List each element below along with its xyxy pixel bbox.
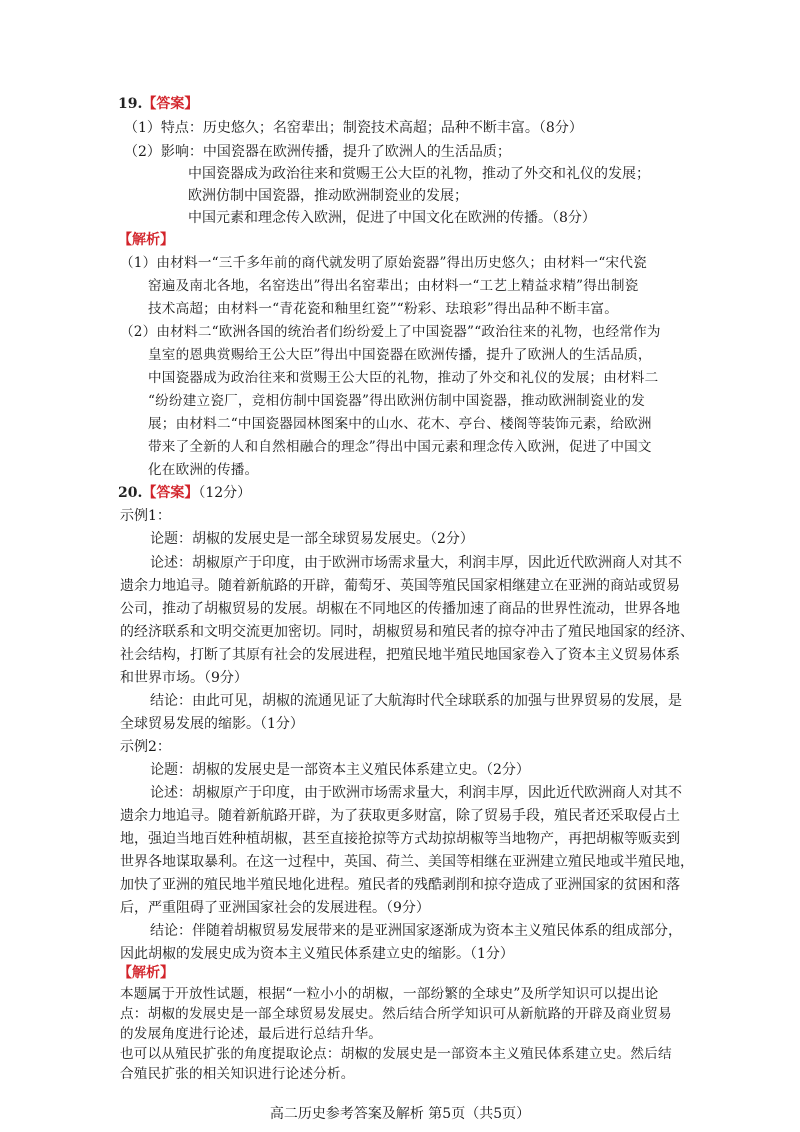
q20-analysis-line: 本题属于开放性试题，根据“一粒小小的胡椒，一部纷繁的全球史”及所学知识可以提出论 [120, 986, 659, 1002]
example1-line: 全球贸易发展的缩影。（1分） [120, 716, 304, 732]
example2-line: 论题：胡椒的发展史是一部资本主义殖民体系建立史。（2分） [150, 762, 530, 778]
page-footer: 高二历史参考答案及解析 第5页（共5页） [269, 1106, 531, 1122]
q19-analysis-tag: 【解析】 [118, 232, 174, 248]
example1-line: 和世界市场。（9分） [120, 670, 248, 686]
q19-analysis-line: “纷纷建立瓷厂，竞相仿制中国瓷器”得出欧洲仿制中国瓷器，推动欧洲制瓷业的发 [148, 393, 646, 409]
example1-line: 结论：由此可见，胡椒的流通见证了大航海时代全球联系的加强与世界贸易的发展，是 [150, 693, 682, 709]
q19-analysis-line: 皇室的恩典赏赐给王公大臣”得出中国瓷器在欧洲传播，提升了欧洲人的生活品质， [148, 347, 652, 363]
q20-score: （12分） [198, 485, 252, 501]
example2-title: 示例2： [120, 739, 171, 755]
example2-line: 地，强迫当地百姓种植胡椒，甚至直接抢掠等方式劫掠胡椒等当地物产，再把胡椒等贩卖到 [120, 831, 680, 847]
q19-answer-line: 中国元素和理念传入欧洲，促进了中国文化在欧洲的传播。（8分） [188, 210, 596, 226]
q19-analysis-line: （1）由材料一“三千多年前的商代就发明了原始瓷器”得出历史悠久；由材料一“宋代瓷 [120, 255, 647, 271]
q20-header [118, 483, 251, 503]
example2-line: 因此胡椒的发展史成为资本主义殖民体系建立史的缩影。（1分） [120, 946, 514, 962]
q19-number: 19. [118, 96, 143, 112]
q20-analysis-tag: 【解析】 [118, 965, 174, 981]
example1-line: 社会结构，打断了其原有社会的发展进程，把殖民地半殖民地国家卷入了资本主义贸易体系 [120, 647, 680, 663]
q19-header [118, 94, 198, 114]
q19-answer-line: （1）特点：历史悠久；名窑辈出；制瓷技术高超；品种不断丰富。（8分） [124, 120, 583, 136]
q19-answer-line: 欧洲仿制中国瓷器，推动欧洲制瓷业的发展； [188, 188, 468, 204]
example2-line: 后，严重阻碍了亚洲国家社会的发展进程。（9分） [120, 900, 430, 916]
example1-line: 的经济联系和文明交流更加密切。同时，胡椒贸易和殖民者的掠夺冲击了殖民地国家的经济、 [120, 624, 694, 640]
q19-analysis-line: （2）由材料二“欧洲各国的统治者们纷纷爱上了中国瓷器”“政治往来的礼物，也经常作为 [120, 324, 661, 340]
q19-analysis-line: 带来了全新的人和自然相融合的理念”得出中国元素和理念传入欧洲，促进了中国文 [148, 439, 652, 455]
q19-analysis-line: 中国瓷器成为政治往来和赏赐王公大臣的礼物，推动了外交和礼仪的发展；由材料二 [148, 370, 659, 386]
q19-answer-line: （2）影响：中国瓷器在欧洲传播，提升了欧洲人的生活品质； [124, 144, 511, 160]
q20-analysis-line: 的发展角度进行论述，最后进行总结升华。 [120, 1026, 383, 1042]
q19-analysis-line: 技术高超；由材料一“青花瓷和釉里红瓷”“粉彩、珐琅彩”得出品种不断丰富。 [148, 301, 618, 317]
example2-line: 结论：伴随着胡椒贸易发展带来的是亚洲国家逐渐成为资本主义殖民体系的组成部分， [150, 923, 682, 939]
example1-line: 论述：胡椒原产于印度，由于欧洲市场需求量大，利润丰厚，因此近代欧洲商人对其不 [150, 555, 682, 571]
example2-line: 加快了亚洲的殖民地半殖民地化进程。殖民者的残酷剥削和掠夺造成了亚洲国家的贫困和落 [120, 877, 680, 893]
q20-analysis-line: 也可以从殖民扩张的角度提取论点：胡椒的发展史是一部资本主义殖民体系建立史。然后结 [120, 1046, 672, 1062]
q19-answer-line: 中国瓷器成为政治往来和赏赐王公大臣的礼物，推动了外交和礼仪的发展； [188, 166, 650, 182]
q20-analysis-line: 合殖民扩张的相关知识进行论述分析。 [120, 1066, 355, 1082]
q19-answer-tag: 【答案】 [142, 96, 199, 112]
example1-title: 示例1： [120, 508, 171, 524]
example1-line: 遗余力地追寻。随着新航路的开辟，葡萄牙、英国等殖民国家相继建立在亚洲的商站或贸易 [120, 578, 680, 594]
q20-number: 20. [118, 485, 143, 501]
example1-line: 论题：胡椒的发展史是一部全球贸易发展史。（2分） [150, 531, 474, 547]
example2-line: 世界各地谋取暴利。在这一过程中，英国、荷兰、美国等相继在亚洲建立殖民地或半殖民地， [120, 854, 694, 870]
q20-analysis-line: 点：胡椒的发展史是一部全球贸易发展史。然后结合所学知识可从新航路的开辟及商业贸易 [120, 1006, 672, 1022]
q19-analysis-line: 窑遍及南北各地，名窑迭出”得出名窑辈出；由材料一“工艺上精益求精”得出制瓷 [148, 278, 639, 294]
q20-answer-tag: 【答案】 [142, 485, 199, 501]
q19-analysis-line: 化在欧洲的传播。 [148, 462, 259, 478]
example1-line: 公司，推动了胡椒贸易的发展。胡椒在不同地区的传播加速了商品的世界性流动，世界各地 [120, 601, 680, 617]
q19-analysis-line: 展；由材料二“中国瓷器园林图案中的山水、花木、亭台、楼阁等装饰元素，给欧洲 [148, 416, 652, 432]
example2-line: 遗余力地追寻。随着新航路开辟，为了获取更多财富，除了贸易手段，殖民者还采取侵占土 [120, 808, 680, 824]
example2-line: 论述：胡椒原产于印度，由于欧洲市场需求量大，利润丰厚，因此近代欧洲商人对其不 [150, 785, 682, 801]
